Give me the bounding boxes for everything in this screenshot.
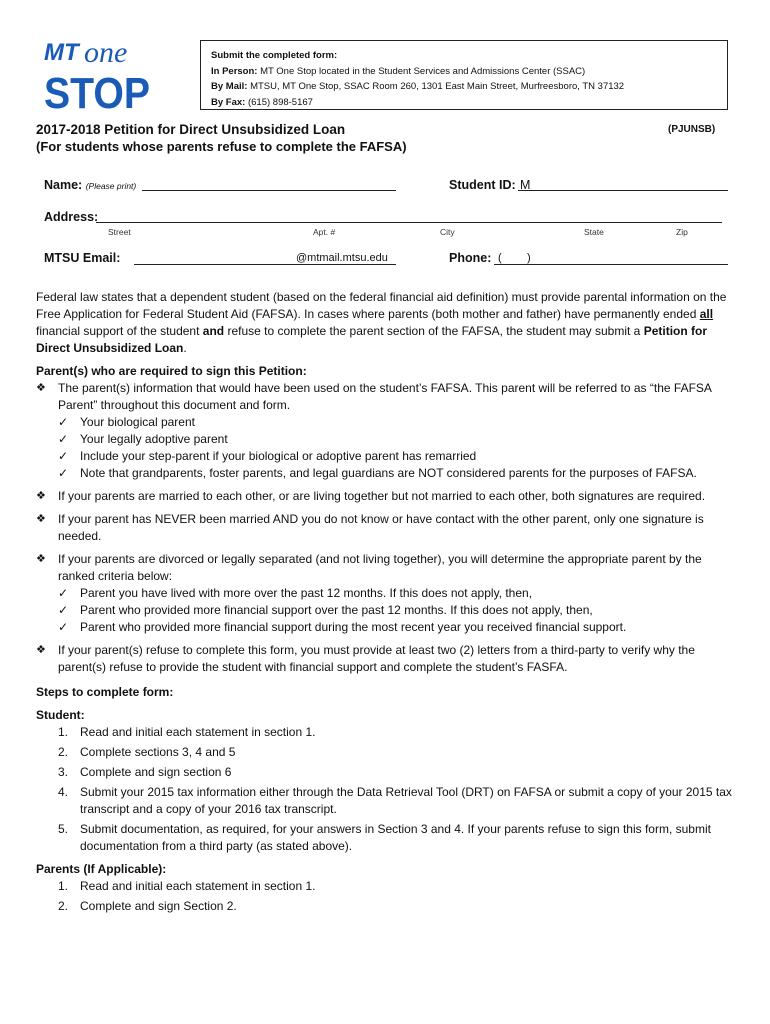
steps-heading: Steps to complete form: (36, 685, 174, 699)
checkmark-icon: ✓ (58, 432, 69, 446)
phone-paren-close: ) (527, 252, 531, 264)
in-person-label: In Person: (211, 65, 258, 77)
student-step: 1. Read and initial each statement in section 1. (58, 725, 316, 739)
student-step-text: Read and initial each statement in section 1. (80, 725, 316, 739)
parent-step-text: Read and initial each statement in section 1. (80, 879, 316, 893)
check-text: Parent you have lived with more over the past 12 months. If this does not apply, then, (80, 586, 533, 600)
parent-step: 2. Complete and sign Section 2. (58, 899, 237, 913)
form-code: (PJUNSB) (668, 124, 716, 135)
check-text: Your biological parent (80, 415, 195, 429)
by-fax-text: (615) 898-5167 (247, 96, 313, 108)
bullet-4-text: If your parents are divorced or legally separated (and not living together), you will determine the appropriate parent by the ranked criteria below: (58, 552, 702, 583)
student-step: 2. Complete sections 3, 4 and 5 (58, 745, 236, 759)
parents-required-heading: Parent(s) who are required to sign this Petition: (36, 364, 307, 378)
parent-step-text: Complete and sign Section 2. (80, 899, 237, 913)
form-subtitle: (For students whose parents refuse to complete the FAFSA) (36, 139, 407, 154)
form-title: 2017-2018 Petition for Direct Unsubsidized Loan (36, 122, 346, 137)
check-item (36, 431, 736, 448)
parent-steps-label: Parents (If Applicable): (36, 862, 167, 876)
bullet-fafsa-parent (36, 380, 736, 414)
in-person-text: MT One Stop located in the Student Services and Admissions Center (SSAC) (260, 65, 586, 77)
email-label: MTSU Email: (44, 251, 121, 265)
diamond-bullet-icon: ❖ (36, 382, 46, 394)
checkmark-icon: ✓ (58, 603, 69, 617)
parent-step: 1. Read and initial each statement in section 1. (58, 879, 316, 893)
address-input-line[interactable] (96, 222, 722, 223)
check-item (36, 602, 736, 619)
by-mail-label: By Mail: (211, 81, 248, 92)
bullet-never-married (36, 511, 736, 545)
phone-paren-open: ( (498, 252, 502, 264)
student-id-label: Student ID: (449, 178, 516, 192)
bullet-1-text: The parent(s) information that would have been used on the student’s FAFSA. This parent will be referred to as “the FAFSA Parent” throughout this document and form. (58, 381, 712, 412)
name-label-text: Name: (44, 178, 83, 192)
diamond-bullet-icon: ❖ (36, 513, 46, 525)
bullet-5-text: If your parent(s) refuse to complete this form, you must provide at least two (2) letters from a third-party to verify why the parent(s) refuse to provide the student with financial support and complete the student’s FASFA. (58, 643, 695, 674)
check-item (36, 465, 736, 482)
name-hint: (Please print) (85, 181, 137, 191)
submission-info-box (200, 40, 728, 110)
address-label: Address: (44, 210, 99, 224)
diamond-bullet-icon: ❖ (36, 644, 46, 656)
address-apt-caption: Apt. # (313, 227, 336, 237)
student-id-prefix: M (520, 178, 531, 192)
svg-text:STOP: STOP (44, 69, 150, 112)
check-item (36, 619, 736, 636)
phone-input-line[interactable] (494, 264, 728, 265)
bullet-married-parents (36, 488, 736, 505)
check-text: Include your step-parent if your biological or adoptive parent has remarried (80, 449, 477, 463)
intro-and: and (202, 324, 225, 338)
svg-text:one: one (84, 36, 128, 69)
instructions-body (36, 289, 736, 915)
address-zip-caption: Zip (676, 227, 688, 237)
bullet-divorced-parents (36, 551, 736, 585)
checkmark-icon: ✓ (58, 449, 69, 463)
intro-paragraph (36, 289, 736, 357)
check-text: Parent who provided more financial support during the most recent year you received financial support. (80, 620, 627, 634)
mt-one-stop-logo (42, 36, 154, 112)
student-step: 4. Submit your 2015 tax information either through the Data Retrieval Tool (DRT) on FAFSA or submit a copy of your 2015 tax transcript and a copy of your 2016 tax transcript. (58, 785, 732, 816)
checkmark-icon: ✓ (58, 466, 69, 480)
checkmark-icon: ✓ (58, 586, 69, 600)
bullet-parents-refuse (36, 642, 736, 676)
student-step-text: Submit documentation, as required, for your answers in Section 3 and 4. If your parents refuse to sign this form, submit documentation from a third party (as stated above). (80, 822, 711, 853)
student-step: 3. Complete and sign section 6 (58, 765, 232, 779)
intro-all: all (699, 307, 714, 321)
student-steps-label: Student: (36, 708, 85, 722)
student-step-text: Complete sections 3, 4 and 5 (80, 745, 236, 759)
check-item (36, 414, 736, 431)
student-step-text: Submit your 2015 tax information either through the Data Retrieval Tool (DRT) on FAFSA or submit a copy of your 2015 tax transcript and a copy of your 2016 tax transcript. (80, 785, 732, 816)
bullet-2-text: If your parents are married to each other, or are living together but not married to each other, both signatures are required. (58, 489, 706, 503)
diamond-bullet-icon: ❖ (36, 490, 46, 502)
check-text: Note that grandparents, foster parents, and legal guardians are NOT considered parents for the purposes of FAFSA. (80, 466, 697, 480)
intro-text-1: Federal law states that a dependent student (based on the federal financial aid definition) must provide parental information on the Free Application for Federal Student Aid (FAFSA). In cases where parents (both mother and father) have permanently ended (36, 290, 727, 321)
intro-text-4: . (183, 341, 187, 355)
student-step-text: Complete and sign section 6 (80, 765, 232, 779)
address-state-caption: State (584, 227, 604, 237)
intro-text-3: refuse to complete the parent section of the FAFSA, the student may submit a (224, 324, 644, 338)
check-item (36, 448, 736, 465)
student-step: 5. Submit documentation, as required, for your answers in Section 3 and 4. If your parents refuse to sign this form, submit documentation from a third party (as stated above). (58, 822, 711, 853)
student-id-input-line[interactable] (518, 190, 728, 191)
check-item (36, 585, 736, 602)
email-input-line[interactable] (134, 264, 396, 265)
intro-petition: Petition for Direct Unsubsidized Loan (36, 324, 708, 355)
by-fax-label: By Fax: (211, 96, 246, 108)
diamond-bullet-icon: ❖ (36, 553, 46, 565)
phone-label: Phone: (449, 251, 492, 265)
check-text: Parent who provided more financial support over the past 12 months. If this does not apply, then, (80, 603, 593, 617)
address-street-caption: Street (108, 227, 131, 237)
svg-text:MT: MT (44, 39, 79, 66)
email-domain: @mtmail.mtsu.edu (296, 252, 388, 264)
checkmark-icon: ✓ (58, 620, 69, 634)
name-label (44, 178, 136, 192)
bullet-3-text: If your parent has NEVER been married AND you do not know or have contact with the other parent, only one signature is needed. (58, 512, 704, 543)
submit-heading: Submit the completed form: (211, 50, 338, 61)
check-text: Your legally adoptive parent (80, 432, 228, 446)
address-city-caption: City (440, 227, 455, 237)
name-input-line[interactable] (142, 190, 396, 191)
checkmark-icon: ✓ (58, 415, 69, 429)
by-mail-text: MTSU, MT One Stop, SSAC Room 260, 1301 East Main Street, Murfreesboro, TN 37132 (250, 81, 625, 92)
intro-text-2: financial support of the student (36, 324, 203, 338)
